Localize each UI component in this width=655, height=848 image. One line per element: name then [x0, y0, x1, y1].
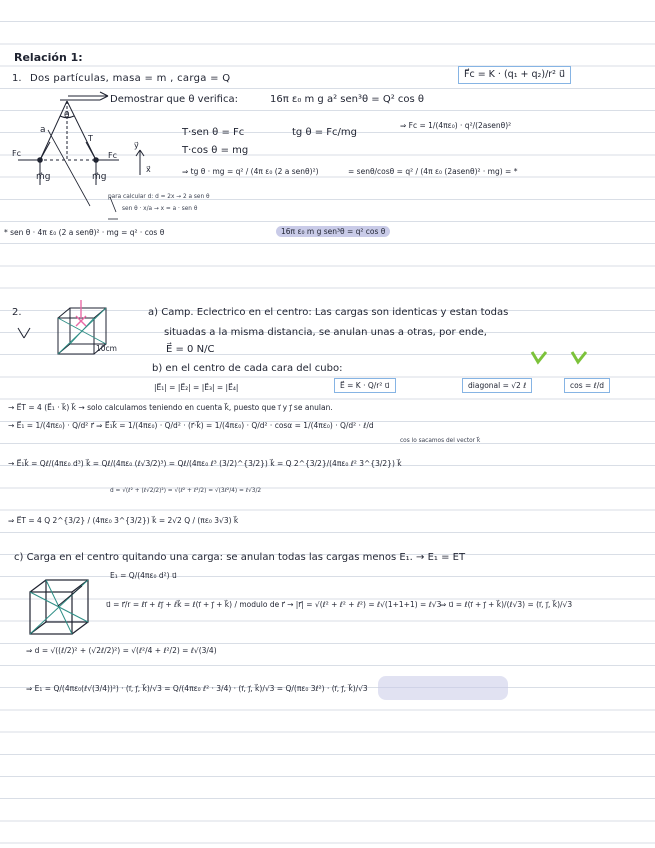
eq-t-sen: T·sen θ = Fc [182, 127, 245, 138]
unit-vector-result: ⇒ u⃗ = ℓ(i⃗ + j⃗ + k⃗)/(ℓ√3) = (i⃗, j⃗, k⃗)/√3 [440, 600, 573, 609]
part-b-modulus: |E⃗₁| = |E⃗₂| = |E⃗₃| = |E⃗₄| [154, 383, 239, 392]
unit-vector-equation: u⃗ = r⃗/r = ℓi⃗ + ℓj⃗ + ℓk⃗ = ℓ(i⃗ + j⃗ + k⃗) / modulo de r⃗ → |r⃗| = √(ℓ² + ℓ² + ℓ²) = ℓ√(1+1+1) = ℓ√3 [106, 600, 442, 609]
eq-tg-mg: ⇒ tg θ · mg = q² / (4π ε₀ (2 a senθ)²) [182, 167, 319, 176]
distance-equation: ⇒ d = √((ℓ/2)² + (√2ℓ/2)²) = √(ℓ²/4 + ℓ²/2) = ℓ√(3/4) [26, 646, 217, 655]
y-axis-label: y⃗ [134, 141, 139, 150]
diagonal-box: diagonal = √2 ℓ [462, 378, 532, 393]
problem-2-number: 2. [12, 307, 22, 318]
eq-fc: ⇒ Fc = 1/(4πε₀) · q²/(2asenθ)² [400, 121, 512, 130]
cos-note: cos lo sacamos del vector k⃗ [400, 438, 481, 444]
note-sen: sen θ · x/a → x = a · sen θ [122, 206, 198, 212]
coulomb-law-box: F⃗c = K · (q₁ + q₂)/r² u⃗ [458, 66, 571, 84]
final-result-highlight-c [378, 676, 508, 700]
part-a-result: E⃗ = 0 N/C [166, 344, 215, 355]
final-left-equation: * sen θ · 4π ε₀ (2 a senθ)² · mg = q² · cos θ [4, 228, 165, 237]
theta-label: θ [64, 111, 70, 121]
field-formula-box: E⃗ = K · Q/r² u⃗ [334, 378, 396, 393]
e1-equation: → E⃗₁ = 1/(4πε₀) · Q/d² r⃗ ⇒ E⃗₁k⃗ = 1/(4πε₀) · Q/d² · (r⃗·k⃗) = 1/(4πε₀) · Q/d² · cosα = 1/(4πε₀) · Q/d² · ℓ/d [8, 421, 374, 430]
weight-left-label: m⃗g [36, 172, 51, 182]
prove-equation: 16π ε₀ m g a² sen³θ = Q² cos θ [270, 94, 425, 105]
part-b-text: b) en el centro de cada cara del cubo: [152, 363, 343, 374]
force-right-label: Fc [108, 151, 117, 160]
note-calc-d: para calcular d: d = 2x → 2 a sen θ [108, 194, 210, 200]
part-c-e1: E₁ = Q/(4πε₀ d²) u⃗ [110, 571, 177, 580]
d-calculation-note: d = √(ℓ² + (ℓ√2/2)²) = √(ℓ² + ℓ²/2) = √(3ℓ²/4) = ℓ√3/2 [110, 488, 262, 494]
problem-1-statement: Dos partículas, masa = m , carga = Q [30, 73, 231, 84]
part-c-final: ⇒ E₁ = Q/(4πε₀(ℓ√(3/4))²) · (i⃗, j⃗, k⃗)/√3 = Q/(4πε₀ ℓ² · 3/4) · (i⃗, j⃗, k⃗)/√3 = Q/(πε₀ 3ℓ²) · (i⃗, j⃗, k⃗)/√3 [26, 684, 368, 693]
problem-1-number: 1. [12, 73, 22, 84]
et-final-equation: ⇒ E⃗T = 4 Q 2^{3/2} / (4πε₀ 3^{3/2}) k⃗ = 2√2 Q / (πε₀ 3√3) k⃗ [8, 516, 239, 525]
a-label: a [40, 125, 46, 135]
eq-tg-fc: tg θ = Fc/mg [292, 127, 358, 138]
x-axis-label: x⃗ [146, 165, 151, 174]
page-title: Relación 1: [14, 51, 83, 64]
eq-t-cos: T·cos θ = mg [182, 145, 249, 156]
eq-ratio: = senθ/cosθ = q² / (4π ε₀ (2asenθ)² · mg) = * [348, 167, 518, 176]
e1k-equation: → E⃗₁k⃗ = Qℓ/(4πε₀ d³) k⃗ = Qℓ/(4πε₀ (ℓ√3/2)³) = Qℓ/(4πε₀ ℓ³ (3/2)^{3/2}) k⃗ = Q 2^{3/2}/(4πε₀ ℓ² 3^{3/2}) k⃗ [8, 459, 402, 468]
force-left-label: Fc [12, 149, 21, 158]
tension-label: T [88, 134, 93, 143]
prove-label: Demostrar que θ verifica: [110, 94, 238, 105]
et-equation: → E⃗T = 4 (E⃗₁ · k⃗) k⃗ → solo calculamos teniendo en cuenta k⃗, puesto que i⃗ y j⃗ se anulan. [8, 403, 333, 412]
cube-side-label: 10cm [96, 344, 117, 353]
weight-right-label: m⃗g [92, 172, 107, 182]
part-a-text-2: situadas a la misma distancia, se anulan unas a otras, por ende, [164, 327, 487, 338]
cos-box: cos = ℓ/d [564, 378, 610, 393]
final-result-highlight: 16π ε₀ m g sen³θ = q² cos θ [276, 226, 390, 237]
part-c-text: c) Carga en el centro quitando una carga: se anulan todas las cargas menos E₁. → E₁ = ET [14, 552, 466, 563]
part-a-text: a) Camp. Eclectrico en el centro: Las cargas son identicas y estan todas [148, 307, 509, 318]
